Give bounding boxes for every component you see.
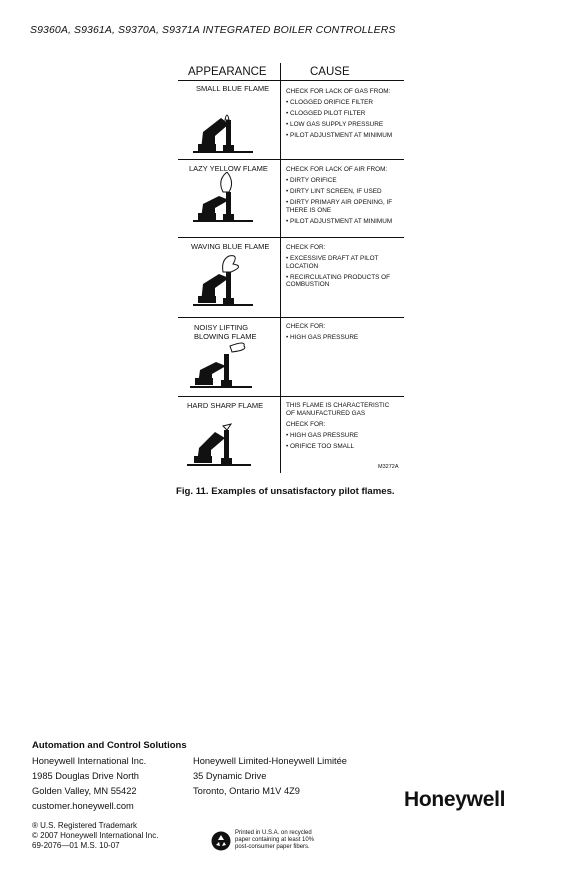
cause-list — [286, 88, 392, 143]
row-divider — [178, 237, 404, 238]
cause-item: CHECK FOR: — [286, 323, 326, 330]
cause-item: • HIGH GAS PRESSURE — [286, 431, 359, 439]
figure-code: M3272A — [378, 464, 399, 470]
cause-item: • PILOT ADJUSTMENT AT MINIMUM — [286, 132, 393, 140]
legal-notes — [32, 821, 158, 851]
figure-caption: Fig. 11. Examples of unsatisfactory pilot flames. — [176, 486, 395, 497]
cause-list — [286, 244, 396, 292]
pilot-burner-illustration — [193, 250, 253, 310]
pilot-burner-illustration — [193, 106, 253, 158]
recycle-text: Printed in U.S.A. on recycled paper containing at least 10% post-consumer paper fibers. — [235, 830, 315, 850]
header-rule — [178, 80, 404, 81]
footer-title: Automation and Control Solutions — [32, 740, 187, 751]
address-line: 35 Dynamic Drive — [193, 771, 267, 781]
address-line: Honeywell Limited-Honeywell Limitée — [193, 756, 347, 766]
address-line: Toronto, Ontario M1V 4Z9 — [193, 786, 300, 796]
cause-item: • CLOGGED ORIFICE FILTER — [286, 99, 373, 107]
recycle-icon — [211, 831, 231, 851]
cause-item: • CLOGGED PILOT FILTER — [286, 110, 366, 118]
cause-item: • RECIRCULATING PRODUCTS OF COMBUSTION — [286, 273, 391, 289]
cause-list — [286, 402, 398, 454]
cause-item: CHECK FOR: — [286, 244, 326, 251]
cause-item: CHECK FOR: — [286, 420, 326, 428]
cause-item: • ORIFICE TOO SMALL — [286, 442, 355, 450]
cause-item: • PILOT ADJUSTMENT AT MINIMUM — [286, 217, 393, 225]
address-line: 1985 Douglas Drive North — [32, 771, 139, 781]
col-cause: CAUSE — [310, 66, 350, 78]
address-canada — [193, 754, 347, 799]
cause-item: • DIRTY ORIFICE — [286, 177, 337, 185]
appearance-label: WAVING BLUE FLAME — [191, 242, 270, 251]
appearance-label: NOISY LIFTING BLOWING FLAME — [194, 323, 257, 341]
row-divider — [178, 159, 404, 160]
row-divider — [178, 396, 404, 397]
cause-item: • HIGH GAS PRESSURE — [286, 334, 359, 342]
col-appearance: APPEARANCE — [188, 66, 267, 78]
cause-item: CHECK FOR LACK OF GAS FROM: — [286, 88, 391, 95]
appearance-label: LAZY YELLOW FLAME — [189, 164, 268, 173]
cause-item: • DIRTY LINT SCREEN, IF USED — [286, 188, 382, 196]
pilot-burner-illustration — [193, 172, 253, 224]
cause-list — [286, 166, 396, 229]
cause-item: CHECK FOR LACK OF AIR FROM: — [286, 166, 388, 173]
cause-item: • DIRTY PRIMARY AIR OPENING, IF THERE IS ONE — [286, 199, 393, 214]
honeywell-logo: Honeywell — [404, 788, 506, 811]
pilot-burner-illustration — [190, 340, 256, 392]
website-link[interactable]: customer.honeywell.com — [32, 801, 134, 811]
note-line: ® U.S. Registered Trademark — [32, 821, 138, 830]
row-divider — [178, 317, 404, 318]
cause-item: • EXCESSIVE DRAFT AT PILOT LOCATION — [286, 255, 379, 270]
page-header: S9360A, S9361A, S9370A, S9371A INTEGRATED BOILER CONTROLLERS — [30, 24, 396, 36]
address-us — [32, 754, 146, 814]
note-line: © 2007 Honeywell International Inc. — [32, 831, 159, 840]
cause-list — [286, 323, 358, 345]
cause-item: THIS FLAME IS CHARACTERISTIC OF MANUFACTURED GAS — [286, 402, 390, 417]
pilot-burner-illustration — [187, 420, 253, 470]
column-divider — [280, 63, 281, 473]
note-line: 69-2076—01 M.S. 10-07 — [32, 841, 120, 850]
appearance-label: SMALL BLUE FLAME — [196, 84, 270, 93]
cause-item: • LOW GAS SUPPLY PRESSURE — [286, 121, 384, 129]
appearance-label: HARD SHARP FLAME — [187, 401, 264, 410]
address-line: Golden Valley, MN 55422 — [32, 786, 137, 796]
address-line: Honeywell International Inc. — [32, 756, 147, 766]
